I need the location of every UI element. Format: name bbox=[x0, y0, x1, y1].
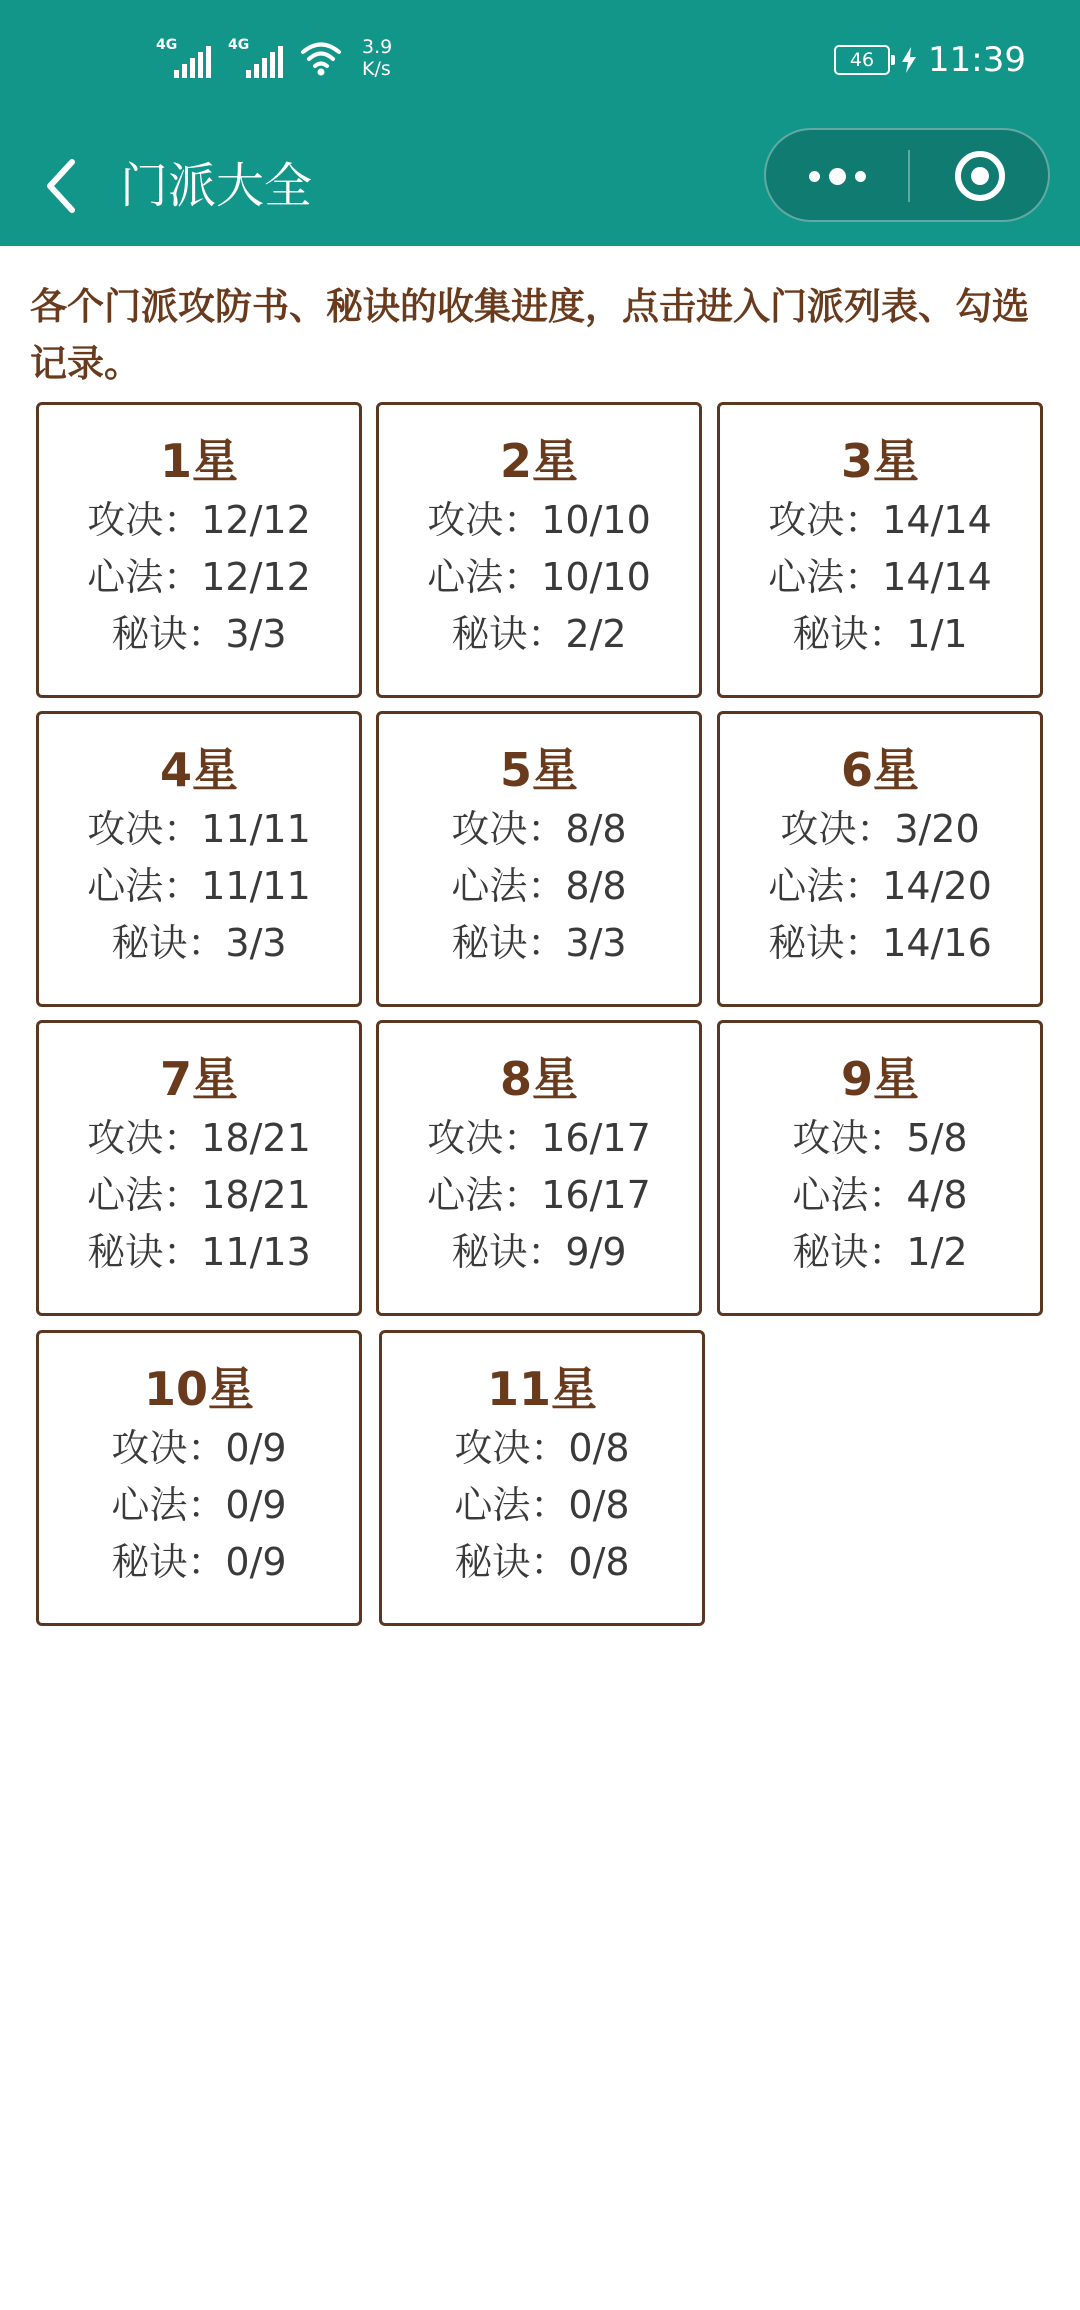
dot-icon bbox=[829, 168, 846, 185]
card-title: 6星 bbox=[840, 743, 919, 797]
card-attack-line: 攻决：8/8 bbox=[451, 807, 627, 851]
card-secret-line: 秘诀：3/3 bbox=[451, 921, 627, 965]
attack-value: 16/17 bbox=[541, 1116, 651, 1160]
secret-value: 1/2 bbox=[906, 1230, 968, 1274]
cellular-signal-2-icon bbox=[228, 38, 286, 78]
secret-value: 9/9 bbox=[565, 1230, 627, 1274]
dot-icon bbox=[855, 171, 866, 182]
card-3-star[interactable] bbox=[717, 402, 1043, 698]
card-11-star[interactable] bbox=[379, 1330, 705, 1626]
secret-value: 2/2 bbox=[565, 612, 627, 656]
card-1-star[interactable] bbox=[36, 402, 362, 698]
card-secret-line: 秘诀：1/1 bbox=[792, 612, 968, 656]
close-miniprogram-button[interactable] bbox=[910, 130, 1050, 222]
card-secret-line: 秘诀：9/9 bbox=[451, 1230, 627, 1274]
network-speed-unit: K/s bbox=[362, 58, 391, 80]
card-secret-line: 秘诀：0/8 bbox=[454, 1540, 630, 1584]
secret-value: 14/16 bbox=[882, 921, 992, 965]
attack-value: 14/14 bbox=[882, 498, 992, 542]
heart-value: 18/21 bbox=[201, 1173, 311, 1217]
card-2-star[interactable] bbox=[376, 402, 702, 698]
card-heart-line: 心法：4/8 bbox=[792, 1173, 968, 1217]
card-attack-line: 攻决：10/10 bbox=[427, 498, 651, 542]
card-title: 7星 bbox=[159, 1052, 238, 1106]
card-attack-line: 攻决：12/12 bbox=[87, 498, 311, 542]
card-title: 5星 bbox=[499, 743, 578, 797]
cellular-signal-1-icon bbox=[156, 38, 214, 78]
card-10-star[interactable] bbox=[36, 1330, 362, 1626]
card-4-star[interactable] bbox=[36, 711, 362, 1007]
card-heart-line: 心法：0/8 bbox=[454, 1483, 630, 1527]
heart-value: 10/10 bbox=[541, 555, 651, 599]
back-button[interactable] bbox=[40, 152, 80, 220]
battery-level: 46 bbox=[849, 49, 875, 71]
card-title: 4星 bbox=[159, 743, 238, 797]
heart-value: 16/17 bbox=[541, 1173, 651, 1217]
heart-value: 14/14 bbox=[882, 555, 992, 599]
card-title: 3星 bbox=[840, 434, 919, 488]
secret-value: 1/1 bbox=[906, 612, 968, 656]
page-title: 门派大全 bbox=[120, 158, 313, 214]
card-secret-line: 秘诀：1/2 bbox=[792, 1230, 968, 1274]
secret-value: 11/13 bbox=[201, 1230, 311, 1274]
card-secret-line: 秘诀：2/2 bbox=[451, 612, 627, 656]
heart-value: 11/11 bbox=[201, 864, 311, 908]
card-title: 9星 bbox=[840, 1052, 919, 1106]
card-secret-line: 秘诀：11/13 bbox=[87, 1230, 311, 1274]
card-secret-line: 秘诀：3/3 bbox=[111, 612, 287, 656]
attack-value: 0/8 bbox=[568, 1426, 630, 1470]
card-attack-line: 攻决：0/9 bbox=[111, 1426, 287, 1470]
card-title: 8星 bbox=[499, 1052, 578, 1106]
attack-value: 10/10 bbox=[541, 498, 651, 542]
secret-value: 3/3 bbox=[225, 612, 287, 656]
status-bar bbox=[0, 0, 1080, 126]
more-menu-button[interactable] bbox=[766, 130, 908, 222]
chevron-left-icon bbox=[44, 158, 76, 214]
attack-value: 3/20 bbox=[894, 807, 980, 851]
capsule-body bbox=[764, 128, 1050, 222]
card-title: 2星 bbox=[499, 434, 578, 488]
secret-value: 0/8 bbox=[568, 1540, 630, 1584]
heart-value: 8/8 bbox=[565, 864, 627, 908]
card-heart-line: 心法：14/20 bbox=[768, 864, 992, 908]
attack-value: 5/8 bbox=[906, 1116, 968, 1160]
card-attack-line: 攻决：5/8 bbox=[792, 1116, 968, 1160]
heart-value: 12/12 bbox=[201, 555, 311, 599]
card-heart-line: 心法：8/8 bbox=[451, 864, 627, 908]
attack-value: 8/8 bbox=[565, 807, 627, 851]
card-attack-line: 攻决：3/20 bbox=[780, 807, 980, 851]
card-secret-line: 秘诀：0/9 bbox=[111, 1540, 287, 1584]
card-heart-line: 心法：12/12 bbox=[87, 555, 311, 599]
card-heart-line: 心法：11/11 bbox=[87, 864, 311, 908]
charging-bolt-icon bbox=[900, 46, 918, 74]
signal-1-tag: 4G bbox=[156, 37, 178, 53]
card-heart-line: 心法：0/9 bbox=[111, 1483, 287, 1527]
card-7-star[interactable] bbox=[36, 1020, 362, 1316]
card-attack-line: 攻决：11/11 bbox=[87, 807, 311, 851]
network-speed-value: 3.9 bbox=[362, 36, 393, 58]
card-heart-line: 心法：10/10 bbox=[427, 555, 651, 599]
secret-value: 0/9 bbox=[225, 1540, 287, 1584]
card-title: 10星 bbox=[143, 1362, 254, 1416]
attack-value: 18/21 bbox=[201, 1116, 311, 1160]
card-6-star[interactable] bbox=[717, 711, 1043, 1007]
battery-icon bbox=[834, 45, 890, 75]
attack-value: 11/11 bbox=[201, 807, 311, 851]
signal-2-tag: 4G bbox=[228, 37, 250, 53]
status-left bbox=[156, 36, 392, 80]
heart-value: 0/9 bbox=[225, 1483, 287, 1527]
card-heart-line: 心法：16/17 bbox=[427, 1173, 651, 1217]
secret-value: 3/3 bbox=[225, 921, 287, 965]
network-speed bbox=[362, 36, 392, 80]
heart-value: 14/20 bbox=[882, 864, 992, 908]
card-attack-line: 攻决：18/21 bbox=[87, 1116, 311, 1160]
card-secret-line: 秘诀：14/16 bbox=[768, 921, 992, 965]
card-attack-line: 攻决：0/8 bbox=[454, 1426, 630, 1470]
dot-icon bbox=[809, 171, 820, 182]
wifi-icon bbox=[300, 40, 342, 76]
card-secret-line: 秘诀：3/3 bbox=[111, 921, 287, 965]
heart-value: 0/8 bbox=[568, 1483, 630, 1527]
card-attack-line: 攻决：14/14 bbox=[768, 498, 992, 542]
clock: 11:39 bbox=[928, 40, 1026, 80]
heart-value: 4/8 bbox=[906, 1173, 968, 1217]
target-circle-icon bbox=[953, 149, 1007, 203]
attack-value: 12/12 bbox=[201, 498, 311, 542]
status-right bbox=[834, 40, 1026, 80]
card-attack-line: 攻决：16/17 bbox=[427, 1116, 651, 1160]
secret-value: 3/3 bbox=[565, 921, 627, 965]
card-9-star[interactable] bbox=[717, 1020, 1043, 1316]
card-8-star[interactable] bbox=[376, 1020, 702, 1316]
card-heart-line: 心法：14/14 bbox=[768, 555, 992, 599]
intro-text: 各个门派攻防书、秘诀的收集进度，点击进入门派列表、勾选记录。 bbox=[30, 285, 1029, 385]
card-heart-line: 心法：18/21 bbox=[87, 1173, 311, 1217]
card-title: 11星 bbox=[486, 1362, 597, 1416]
card-title: 1星 bbox=[159, 434, 238, 488]
attack-value: 0/9 bbox=[225, 1426, 287, 1470]
card-5-star[interactable] bbox=[376, 711, 702, 1007]
